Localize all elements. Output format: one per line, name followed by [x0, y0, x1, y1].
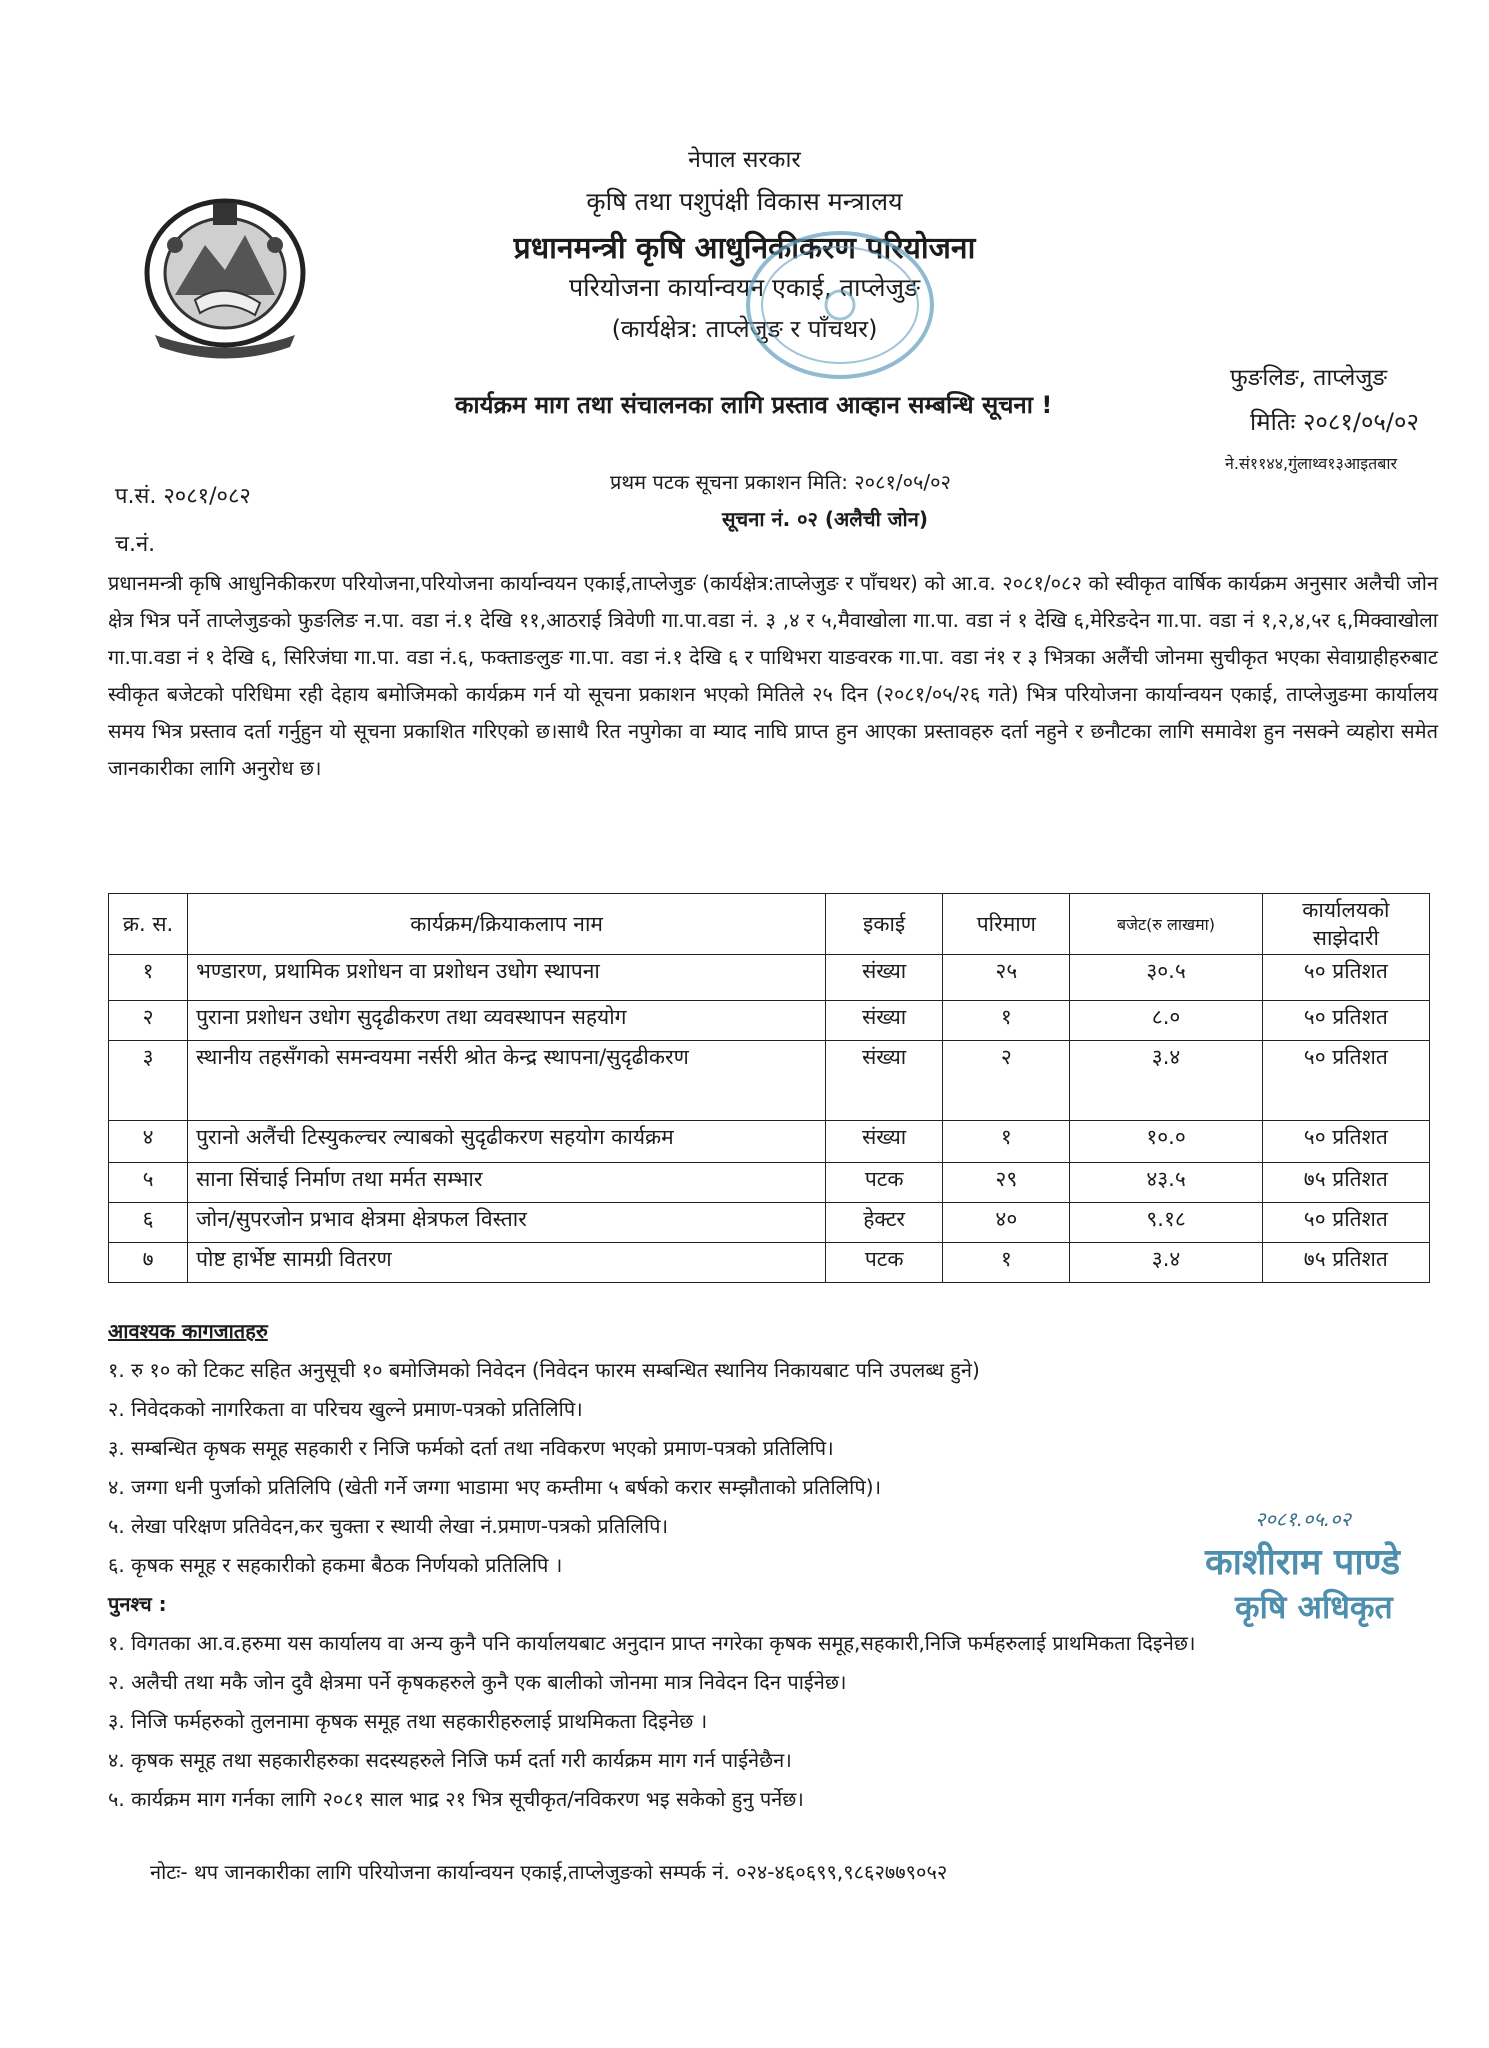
list-item: ५. कार्यक्रम माग गर्नका लागि २०८१ साल भाद्र २१ भित्र सूचीकृत/नविकरण भइ सकेको हुनु पर्नेछ।	[108, 1787, 804, 1811]
office-stamp-icon	[740, 225, 940, 385]
col-header-budget: बजेट(रु लाखमा)	[1070, 894, 1262, 955]
cell-qty: २९	[943, 1163, 1070, 1203]
table-row	[109, 1203, 1430, 1243]
list-item: १. विगतका आ.व.हरुमा यस कार्यालय वा अन्य कुनै पनि कार्यालयबाट अनुदान प्राप्त नगरेका कृषक समूह,सहकारी,निजि फर्महरुलाई प्राथमिकता दिइनेछ।	[108, 1631, 1196, 1655]
cell-budget: ३.४	[1070, 1243, 1262, 1283]
cell-budget: ९.१८	[1070, 1203, 1262, 1243]
cell-sn: १	[109, 955, 188, 1001]
date: मितिः २०८१/०५/०२	[1250, 408, 1419, 436]
notice-title: कार्यक्रम माग तथा संचालनका लागि प्रस्ताव आव्हान सम्बन्धि सूचना !	[455, 391, 1053, 419]
officer-signature	[1205, 1505, 1445, 1628]
first-publish-date: प्रथम पटक सूचना प्रकाशन मिति: २०८१/०५/०२	[610, 470, 951, 494]
nepal-sambat-date: ने.सं११४४,गुंलाथ्व१३आइतबार	[1225, 454, 1398, 473]
list-item: २. निवेदकको नागरिकता वा परिचय खुल्ने प्रमाण-पत्रको प्रतिलिपि।	[108, 1397, 583, 1421]
signature-date-scrawl: २०८१.०५.०२	[1255, 1507, 1351, 1531]
list-item: ४. कृषक समूह तथा सहकारीहरुका सदस्यहरुले निजि फर्म दर्ता गरी कार्यक्रम माग गर्न पाईनेछैन।	[108, 1748, 792, 1772]
header-project: प्रधानमन्त्री कृषि आधुनिकीकरण परियोजना	[513, 231, 976, 266]
header-work-area: (कार्यक्षेत्र: ताप्लेजुङ र पाँचथर)	[611, 315, 878, 343]
cell-share: ५० प्रतिशत	[1262, 1041, 1429, 1121]
table-row	[109, 1041, 1430, 1121]
signature-name: काशीराम पाण्डे	[1205, 1542, 1401, 1583]
cell-qty: २५	[943, 955, 1070, 1001]
cell-share: ५० प्रतिशत	[1262, 1121, 1429, 1163]
col-header-sn: क्र. स.	[109, 894, 188, 955]
cell-sn: २	[109, 1001, 188, 1041]
header-unit: परियोजना कार्यान्वयन एकाई, ताप्लेजुङ	[568, 273, 921, 302]
cell-unit: संख्या	[826, 1121, 943, 1163]
signature-title: कृषि अधिकृत	[1235, 1588, 1393, 1626]
letter-number: प.सं. २०८१/०८२	[115, 484, 251, 509]
cell-budget: ३०.५	[1070, 955, 1262, 1001]
notice-body-paragraph: प्रधानमन्त्री कृषि आधुनिकीकरण परियोजना,परियोजना कार्यान्वयन एकाई,ताप्लेजुङ (कार्यक्षेत्र:ताप्लेजुङ र पाँचथर) को आ.व. २०८१/०८२ को स्वीकृत वार्षिक कार्यक्रम अनुसार अलैची जोन क्षेत्र भित्र पर्ने ताप्लेजुङको फुङलिङ न.पा. वडा नं.१ देखि ११,आठराई त्रिवेणी गा.पा.वडा नं. ३ ,४ र ५,मैवाखोला गा.पा. वडा नं १ देखि ६,मेरिङदेन गा.पा. वडा नं १,२,४,५र ६,मिक्वाखोला गा.पा.वडा नं १ देखि ६, सिरिजंघा गा.पा. वडा नं.६, फक्ताङलुङ गा.पा. वडा नं.१ देखि ६ र पाथिभरा याङवरक गा.पा. वडा नं१ र ३ भित्रका अलैंची जोनमा सुचीकृत भएका सेवाग्राहीहरुबाट स्वीकृत बजेटको परिधिमा रही देहाय बमोजिमको कार्यक्रम गर्न यो सूचना प्रकाशन भएको मितिले २५ दिन (२०८१/०५/२६ गते) भित्र परियोजना कार्यान्वयन एकाई, ताप्लेजुङमा कार्यालय समय भित्र प्रस्ताव दर्ता गर्नुहुन यो सूचना प्रकाशित गरिएको छ।साथै रित नपुगेका वा म्याद नाघि प्राप्त हुन आएका प्रस्तावहरु दर्ता नहुने र छनौटका लागि समावेश हुन नसक्ने व्यहोरा समेत जानकारीका लागि अनुरोध छ।	[108, 571, 1438, 780]
cell-name: भण्डारण, प्रथामिक प्रशोधन वा प्रशोधन उधोग स्थापना	[188, 955, 826, 1001]
dispatch-number: च.नं.	[115, 532, 156, 557]
cell-unit: संख्या	[826, 1041, 943, 1121]
list-item: १. रु १० को टिकट सहित अनुसूची १० बमोजिमको निवेदन (निवेदन फारम सम्बन्धित स्थानिय निकायबाट पनि उपलब्ध हुने)	[108, 1358, 980, 1382]
col-header-qty: परिमाण	[943, 894, 1070, 955]
cell-share: ५० प्रतिशत	[1262, 1001, 1429, 1041]
cell-unit: संख्या	[826, 1001, 943, 1041]
cell-unit: हेक्टर	[826, 1203, 943, 1243]
notes-heading: पुनश्च :	[108, 1592, 167, 1616]
cell-unit: पटक	[826, 1243, 943, 1283]
cell-share: ५० प्रतिशत	[1262, 1203, 1429, 1243]
cell-share: ७५ प्रतिशत	[1262, 1243, 1429, 1283]
cell-name: साना सिंचाई निर्माण तथा मर्मत सम्भार	[188, 1163, 826, 1203]
col-header-unit: इकाई	[826, 894, 943, 955]
list-item: ४. जग्गा धनी पुर्जाको प्रतिलिपि (खेती गर्ने जग्गा भाडामा भए कम्तीमा ५ बर्षको करार सम्झौताको प्रतिलिपि)।	[108, 1475, 882, 1499]
cell-share: ७५ प्रतिशत	[1262, 1163, 1429, 1203]
list-item: २. अलैची तथा मकै जोन दुवै क्षेत्रमा पर्ने कृषकहरुले कुनै एक बालीको जोनमा मात्र निवेदन दिन पाईनेछ।	[108, 1670, 847, 1694]
list-item: ३. निजि फर्महरुको तुलनामा कृषक समूह तथा सहकारीहरुलाई प्राथमिकता दिइनेछ ।	[108, 1709, 708, 1733]
documents-heading: आवश्यक कागजातहरु	[108, 1319, 268, 1343]
programme-table	[108, 893, 1430, 1283]
table-row	[109, 1163, 1430, 1203]
cell-unit: संख्या	[826, 955, 943, 1001]
table-row	[109, 1001, 1430, 1041]
cell-qty: १	[943, 1243, 1070, 1283]
col-header-name: कार्यक्रम/क्रियाकलाप नाम	[188, 894, 826, 955]
cell-qty: १	[943, 1001, 1070, 1041]
cell-sn: ३	[109, 1041, 188, 1121]
cell-share: ५० प्रतिशत	[1262, 955, 1429, 1001]
cell-sn: ७	[109, 1243, 188, 1283]
cell-name: पुराना प्रशोधन उधोग सुदृढीकरण तथा व्यवस्थापन सहयोग	[188, 1001, 826, 1041]
cell-sn: ६	[109, 1203, 188, 1243]
table-header-row	[109, 894, 1430, 955]
cell-name: स्थानीय तहसँगको समन्वयमा नर्सरी श्रोत केन्द्र स्थापना/सुदृढीकरण	[188, 1041, 826, 1121]
cell-qty: ४०	[943, 1203, 1070, 1243]
notice-number: सूचना नं. ०२ (अलैची जोन)	[722, 507, 928, 531]
header-government: नेपाल सरकार	[688, 147, 801, 173]
cell-budget: ४३.५	[1070, 1163, 1262, 1203]
col-header-share: कार्यालयको साझेदारी	[1262, 894, 1429, 955]
place: फुङलिङ, ताप्लेजुङ	[1230, 365, 1388, 391]
list-item: ५. लेखा परिक्षण प्रतिवेदन,कर चुक्ता र स्थायी लेखा नं.प्रमाण-पत्रको प्रतिलिपि।	[108, 1514, 669, 1538]
cell-budget: ८.०	[1070, 1001, 1262, 1041]
table-row	[109, 955, 1430, 1001]
cell-sn: ५	[109, 1163, 188, 1203]
cell-name: पुरानो अलैंची टिस्युकल्चर ल्याबको सुदृढीकरण सहयोग कार्यक्रम	[188, 1121, 826, 1163]
cell-qty: १	[943, 1121, 1070, 1163]
cell-sn: ४	[109, 1121, 188, 1163]
contact-note: नोटः- थप जानकारीका लागि परियोजना कार्यान्वयन एकाई,ताप्लेजुङको सम्पर्क नं. ०२४-४६०६९९,९८६२७७९०५२	[150, 1860, 948, 1884]
required-documents	[108, 1312, 980, 1585]
table-row	[109, 1243, 1430, 1283]
list-item: ६. कृषक समूह र सहकारीको हकमा बैठक निर्णयको प्रतिलिपि ।	[108, 1553, 563, 1577]
cell-qty: २	[943, 1041, 1070, 1121]
cell-unit: पटक	[826, 1163, 943, 1203]
cell-budget: ३.४	[1070, 1041, 1262, 1121]
header-ministry: कृषि तथा पशुपंक्षी विकास मन्त्रालय	[586, 187, 903, 216]
list-item: ३. सम्बन्धित कृषक समूह सहकारी र निजि फर्मको दर्ता तथा नविकरण भएको प्रमाण-पत्रको प्रतिलिपि।	[108, 1436, 834, 1460]
cell-name: पोष्ट हार्भेष्ट सामग्री वितरण	[188, 1243, 826, 1283]
cell-budget: १०.०	[1070, 1121, 1262, 1163]
cell-name: जोन/सुपरजोन प्रभाव क्षेत्रमा क्षेत्रफल विस्तार	[188, 1203, 826, 1243]
notes-section	[108, 1585, 1195, 1819]
table-row	[109, 1121, 1430, 1163]
